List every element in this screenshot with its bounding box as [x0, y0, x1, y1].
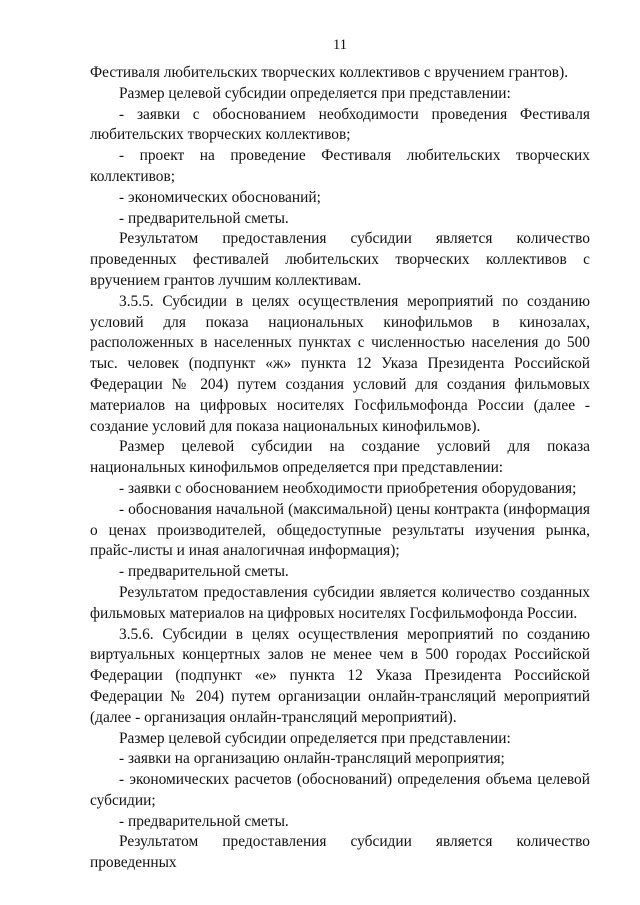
list-item: - проект на проведение Фестиваля любительских творческих коллективов; — [90, 147, 590, 185]
paragraph: Фестиваля любительских творческих коллективов с вручением грантов). — [90, 64, 569, 81]
list-item: - обоснования начальной (максимальной) цены контракта (информация о ценах производителей, общедоступные результаты изучения рынка, прайс-листы и иная аналогичная информация); — [90, 500, 590, 560]
paragraph: Размер целевой субсидии на создание условий для показа национальных кинофильмов определяется при представлении: — [90, 438, 590, 477]
paragraph: Результатом предоставления субсидии является количество проведенных фестивалей любительских творческих коллективов с вручением грантов лучшим коллективам. — [90, 230, 590, 289]
list-item: - заявки на организацию онлайн-трансляций мероприятия; — [119, 750, 505, 768]
list-item: - экономических обоснований; — [119, 188, 321, 206]
document-body — [90, 63, 590, 874]
list-item: - заявки с обоснованием необходимости проведения Фестиваля любительских творческих коллективов; — [90, 105, 590, 144]
page-number: 11 — [333, 37, 347, 53]
list-item: - предварительной сметы. — [119, 563, 289, 581]
paragraph: Размер целевой субсидии определяется при представлении: — [119, 729, 511, 747]
paragraph: Результатом предоставления субсидии является количество проведенных — [90, 833, 590, 872]
paragraph: Результатом предоставления субсидии является количество созданных фильмовых материалов на цифровых носителях Госфильмофонда России. — [90, 583, 590, 622]
list-item: - экономических расчетов (обоснований) определения объема целевой субсидии; — [90, 771, 590, 809]
section-paragraph-3-5-5: 3.5.5. Субсидии в целях осуществления мероприятий по созданию условий для показа национальных кинофильмов в кинозалах, расположенных в населенных пунктах с численностью населения до 500 тыс. человек (подпункт «ж» пункта 12 Указа Президента Российской Федерации № 204) путем создания условий для создания фильмовых материалов на цифровых носителях Госфильмофонда России (далее - создание условий для показа национальных кинофильмов). — [90, 292, 590, 435]
section-paragraph-3-5-6: 3.5.6. Субсидии в целях осуществления мероприятий по созданию виртуальных концертных залов не менее чем в 500 городах Российской Федерации (подпункт «е» пункта 12 Указа Президента Российской Федерации № 204) путем организации онлайн-трансляций мероприятий (далее - организация онлайн-трансляций мероприятий). — [90, 625, 590, 726]
list-item: - предварительной сметы. — [119, 209, 289, 227]
list-item: - предварительной сметы. — [119, 812, 289, 830]
paragraph: Размер целевой субсидии определяется при представлении: — [119, 84, 511, 102]
list-item: - заявки с обоснованием необходимости приобретения оборудования; — [119, 479, 577, 497]
